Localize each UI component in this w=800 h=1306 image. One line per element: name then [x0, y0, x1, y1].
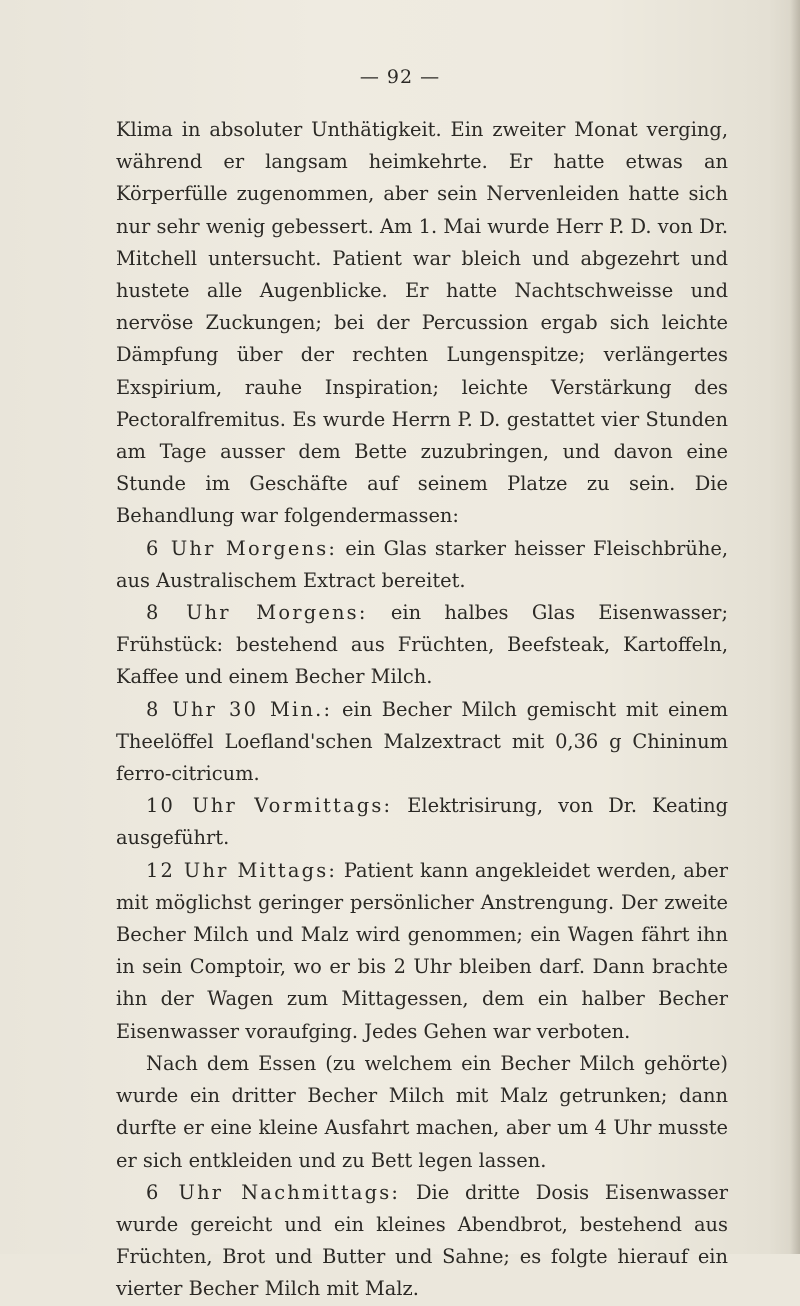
- page-number: — 92 —: [359, 66, 441, 88]
- paragraph-schedule-12pm: [116, 855, 728, 1048]
- schedule-text: Patient kann angekleidet werden, aber mit möglichst geringer persönlicher Anstrengung. Der zweite Becher Milch und Malz wird genommen; ein Wagen fährt ihn in sein Comptoir, wo er bis 2 Uhr bleiben darf. Dann brachte ihn der Wagen zum Mittagessen, dem ein halber Becher Eisenwasser voraufging. Jedes Gehen war verboten.: [116, 858, 729, 1043]
- schedule-time: 10 Uhr Vormittags:: [146, 794, 393, 818]
- schedule-text: ein Glas starker heisser Fleischbrühe, aus Australischem Extract bereitet.: [116, 536, 728, 592]
- body-text: [116, 114, 728, 1306]
- paragraph-schedule-830am: [116, 694, 728, 791]
- schedule-text: Die dritte Dosis Eisenwasser wurde gereicht und ein kleines Abendbrot, bestehend aus Früchten, Brot und Butter und Sahne; es folgte hierauf ein vierter Becher Milch mit Malz.: [116, 1180, 728, 1301]
- schedule-text: ein Becher Milch gemischt mit einem Theelöffel Loefland'schen Malzextract mit 0,36 g Chininum ferro-citricum.: [116, 697, 728, 786]
- paragraph-schedule-10am: [116, 790, 728, 854]
- schedule-text: Elektrisirung, von Dr. Keating ausgeführt.: [116, 794, 728, 850]
- schedule-time: 8 Uhr Morgens:: [146, 601, 368, 625]
- schedule-time: 8 Uhr 30 Min.:: [146, 697, 333, 721]
- paragraph-after-meal: Nach dem Essen (zu welchem ein Becher Milch gehörte) wurde ein dritter Becher Milch mit Malz getrunken; dann durfte er eine kleine Ausfahrt machen, aber um 4 Uhr musste er sich entkleiden und zu Bett legen lassen.: [116, 1051, 728, 1172]
- schedule-time: 6 Uhr Nachmittags:: [146, 1180, 401, 1204]
- schedule-text: ein halbes Glas Eisenwasser; Frühstück: bestehend aus Früchten, Beefsteak, Kartoffeln, Kaffee und einem Becher Milch.: [116, 601, 728, 689]
- paragraph-schedule-8am: [116, 597, 728, 694]
- page-edge-shadow: [790, 0, 800, 1254]
- schedule-time: 12 Uhr Mittags:: [146, 858, 338, 882]
- paragraph-schedule-6pm: [116, 1177, 728, 1306]
- schedule-time: 6 Uhr Morgens:: [146, 536, 338, 560]
- paragraph-intro: Klima in absoluter Unthätigkeit. Ein zweiter Monat verging, während er langsam heimkehrte. Er hatte etwas an Körperfülle zugenommen, aber sein Nervenleiden hatte sich nur sehr wenig gebessert. Am 1. Mai wurde Herr P. D. von Dr. Mitchell untersucht. Patient war bleich und abgezehrt und hustete alle Augenblicke. Er hatte Nachtschweisse und nervöse Zuckungen; bei der Percussion ergab sich leichte Dämpfung über der rechten Lungenspitze; verlängertes Exspirium, rauhe Inspiration; leichte Verstärkung des Pectoralfremitus. Es wurde Herrn P. D. gestattet vier Stunden am Tage ausser dem Bette zuzubringen, und davon eine Stunde im Geschäfte auf seinem Platze zu sein. Die Behandlung war folgendermassen:: [116, 118, 728, 528]
- paragraph-schedule-6am: [116, 533, 728, 597]
